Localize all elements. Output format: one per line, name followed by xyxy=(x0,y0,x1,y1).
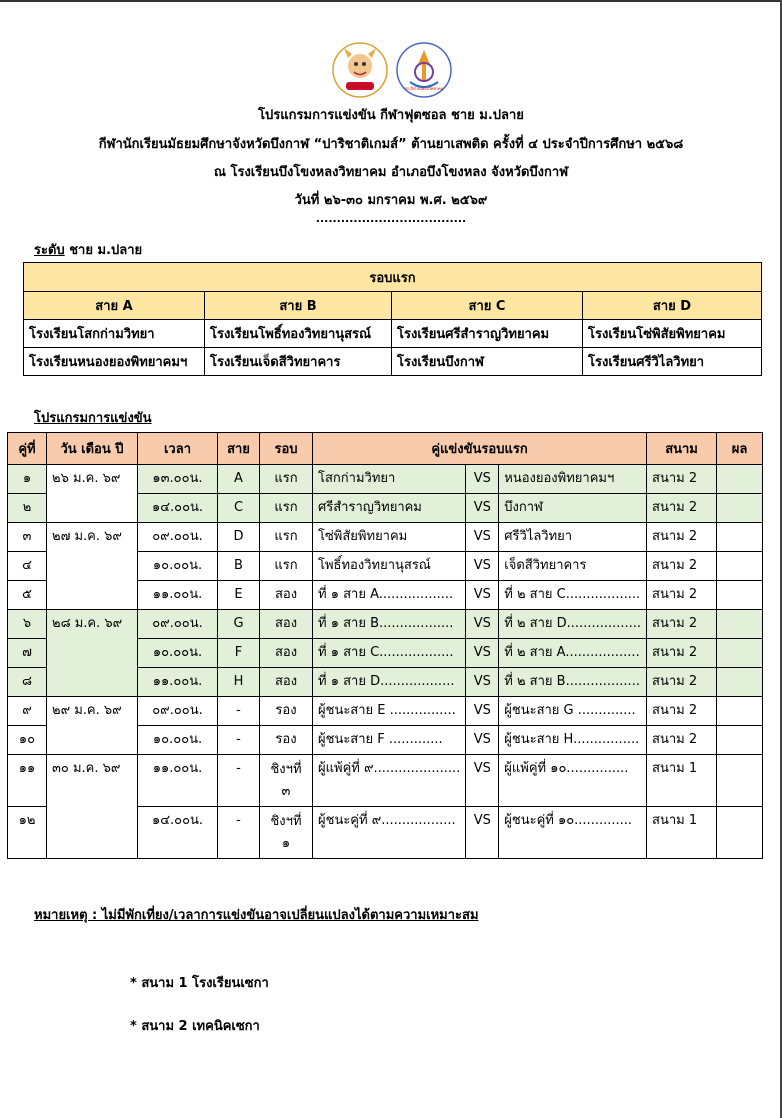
header-separator: .................................... xyxy=(315,212,467,225)
match-time: ๑๐.๐๐น. xyxy=(138,726,218,755)
match-field: สนาม 2 xyxy=(647,697,717,726)
match-no: ๗ xyxy=(8,639,47,668)
group-cell: โรงเรียนโซ่พิสัยพิทยาคม xyxy=(583,320,762,348)
col-match: คู่แข่งขันรอบแรก xyxy=(313,433,647,465)
match-result xyxy=(717,639,763,668)
logo1-text: ปาริชาติเกมส์ xyxy=(348,84,372,89)
school-seal-logo xyxy=(396,42,452,98)
match-result xyxy=(717,807,763,859)
group-cell: โรงเรียนบึงกาฬ xyxy=(392,348,583,376)
match-time: ๐๙.๐๐น. xyxy=(138,697,218,726)
vs-label: VS xyxy=(466,610,499,639)
match-time: ๑๓.๐๐น. xyxy=(138,465,218,494)
match-no: ๑ xyxy=(8,465,47,494)
team-1: โสกก่ามวิทยา xyxy=(313,465,466,494)
top-border xyxy=(0,0,782,2)
team-2: หนองยองพิทยาคมฯ xyxy=(499,465,647,494)
match-no: ๑๒ xyxy=(8,807,47,859)
vs-label: VS xyxy=(466,668,499,697)
match-round: สอง xyxy=(260,668,313,697)
team-2: เจ็ดสีวิทยาคาร xyxy=(499,552,647,581)
logos xyxy=(332,42,456,98)
match-field: สนาม 2 xyxy=(647,465,717,494)
match-group: C xyxy=(218,494,260,523)
group-cell: โรงเรียนเจ็ดสีวิทยาคาร xyxy=(205,348,392,376)
team-2: ผู้ชนะคู่ที่ ๑๐.............. xyxy=(499,807,647,859)
match-no: ๔ xyxy=(8,552,47,581)
match-result xyxy=(717,726,763,755)
col-field: สนาม xyxy=(647,433,717,465)
vs-label: VS xyxy=(466,807,499,859)
group-cell: โรงเรียนศรีสำราญวิทยาคม xyxy=(392,320,583,348)
match-round: รอง xyxy=(260,726,313,755)
vs-label: VS xyxy=(466,697,499,726)
match-no: ๓ xyxy=(8,523,47,552)
vs-label: VS xyxy=(466,726,499,755)
venue-2: * สนาม 2 เทคนิคเซกา xyxy=(130,1019,260,1034)
match-result xyxy=(717,465,763,494)
team-1: โซ่พิสัยพิทยาคม xyxy=(313,523,466,552)
col-group: สาย xyxy=(218,433,260,465)
team-2: ที่ ๒ สาย A.................. xyxy=(499,639,647,668)
match-field: สนาม 2 xyxy=(647,726,717,755)
match-time: ๑๐.๐๐น. xyxy=(138,639,218,668)
match-time: ๑๑.๐๐น. xyxy=(138,668,218,697)
match-group: D xyxy=(218,523,260,552)
group-cell: โรงเรียนศรีวิไลวิทยา xyxy=(583,348,762,376)
match-round: สอง xyxy=(260,581,313,610)
match-group: B xyxy=(218,552,260,581)
vs-label: VS xyxy=(466,523,499,552)
group-cell: โรงเรียนโพธิ์ทองวิทยานุสรณ์ xyxy=(205,320,392,348)
group-row xyxy=(24,348,762,376)
match-field: สนาม 2 xyxy=(647,581,717,610)
team-2: ศรีวิไลวิทยา xyxy=(499,523,647,552)
match-result xyxy=(717,523,763,552)
match-result xyxy=(717,668,763,697)
match-date: ๒๘ ม.ค. ๖๙ xyxy=(47,610,138,697)
team-1: ที่ ๑ สาย B.................. xyxy=(313,610,466,639)
round-title: รอบแรก xyxy=(24,263,762,292)
match-group: - xyxy=(218,807,260,859)
team-2: ผู้แพ้คู่ที่ ๑๐............... xyxy=(499,755,647,807)
schedule-title: โปรแกรมการแข่งขัน xyxy=(34,411,152,426)
team-1: ศรีสำราญวิทยาคม xyxy=(313,494,466,523)
team-1: ผู้ชนะคู่ที่ ๙.................. xyxy=(313,807,466,859)
vs-label: VS xyxy=(466,755,499,807)
match-field: สนาม 1 xyxy=(647,755,717,807)
match-no: ๑๑ xyxy=(8,755,47,807)
team-2: ผู้ชนะสาย H................ xyxy=(499,726,647,755)
match-round: ชิงฯที่ ๑ xyxy=(260,807,313,859)
level-line xyxy=(34,239,142,260)
group-cell: โรงเรียนหนองยองพิทยาคมฯ xyxy=(24,348,205,376)
schedule-table xyxy=(7,432,763,859)
match-result xyxy=(717,581,763,610)
match-time: ๑๑.๐๐น. xyxy=(138,755,218,807)
level-value: ชาย ม.ปลาย xyxy=(64,243,143,258)
match-result xyxy=(717,610,763,639)
match-round: แรก xyxy=(260,552,313,581)
match-time: ๐๙.๐๐น. xyxy=(138,523,218,552)
col-result: ผล xyxy=(717,433,763,465)
match-round: แรก xyxy=(260,523,313,552)
match-group: G xyxy=(218,610,260,639)
group-header-b: สาย B xyxy=(205,292,392,320)
event-location: ณ โรงเรียนบึงโขงหลงวิทยาคม อำเภอบึงโขงหลง จังหวัดบึงกาฬ xyxy=(213,165,569,180)
match-group: A xyxy=(218,465,260,494)
match-time: ๑๐.๐๐น. xyxy=(138,552,218,581)
match-round: สอง xyxy=(260,639,313,668)
team-1: โพธิ์ทองวิทยานุสรณ์ xyxy=(313,552,466,581)
col-date: วัน เดือน ปี xyxy=(47,433,138,465)
logo2-text: รร.บึงโขงหลงวิทยาคม xyxy=(404,86,444,91)
match-result xyxy=(717,494,763,523)
col-no: คู่ที่ xyxy=(8,433,47,465)
team-2: ที่ ๒ สาย C.................. xyxy=(499,581,647,610)
group-header-d: สาย D xyxy=(583,292,762,320)
match-round: สอง xyxy=(260,610,313,639)
col-time: เวลา xyxy=(138,433,218,465)
match-result xyxy=(717,552,763,581)
table-row xyxy=(8,523,763,552)
group-header-a: สาย A xyxy=(24,292,205,320)
match-group: F xyxy=(218,639,260,668)
match-field: สนาม 2 xyxy=(647,552,717,581)
team-2: ผู้ชนะสาย G .............. xyxy=(499,697,647,726)
match-field: สนาม 2 xyxy=(647,523,717,552)
match-group: - xyxy=(218,726,260,755)
team-1: ผู้ชนะสาย F ............. xyxy=(313,726,466,755)
table-row xyxy=(8,610,763,639)
table-row xyxy=(8,465,763,494)
match-group: E xyxy=(218,581,260,610)
group-cell: โรงเรียนโสกก่ามวิทยา xyxy=(24,320,205,348)
match-group: - xyxy=(218,697,260,726)
match-time: ๑๔.๐๐น. xyxy=(138,807,218,859)
team-1: ที่ ๑ สาย A.................. xyxy=(313,581,466,610)
team-1: ที่ ๑ สาย D.................. xyxy=(313,668,466,697)
match-group: - xyxy=(218,755,260,807)
match-round: รอง xyxy=(260,697,313,726)
table-row xyxy=(8,755,763,807)
match-field: สนาม 1 xyxy=(647,807,717,859)
team-2: บึงกาฬ xyxy=(499,494,647,523)
match-time: ๐๙.๐๐น. xyxy=(138,610,218,639)
page-title: โปรแกรมการแข่งขัน กีฬาฟุตซอล ชาย ม.ปลาย xyxy=(258,108,524,123)
vs-label: VS xyxy=(466,639,499,668)
match-group: H xyxy=(218,668,260,697)
match-no: ๖ xyxy=(8,610,47,639)
table-row xyxy=(8,697,763,726)
venue-1: * สนาม 1 โรงเรียนเซกา xyxy=(130,976,269,991)
team-2: ที่ ๒ สาย D.................. xyxy=(499,610,647,639)
match-round: แรก xyxy=(260,494,313,523)
match-date: ๓๐ ม.ค. ๖๙ xyxy=(47,755,138,859)
vs-label: VS xyxy=(466,581,499,610)
team-1: ผู้แพ้คู่ที่ ๙..................... xyxy=(313,755,466,807)
match-no: ๑๐ xyxy=(8,726,47,755)
match-field: สนาม 2 xyxy=(647,668,717,697)
match-no: ๙ xyxy=(8,697,47,726)
match-field: สนาม 2 xyxy=(647,610,717,639)
team-1: ผู้ชนะสาย E ................ xyxy=(313,697,466,726)
remark-note: หมายเหตุ : ไม่มีพักเที่ยง/เวลาการแข่งขันอาจเปลี่ยนแปลงได้ตามความเหมาะสม xyxy=(34,908,479,923)
group-header-c: สาย C xyxy=(392,292,583,320)
team-2: ที่ ๒ สาย B.................. xyxy=(499,668,647,697)
match-no: ๘ xyxy=(8,668,47,697)
vs-label: VS xyxy=(466,465,499,494)
col-round: รอบ xyxy=(260,433,313,465)
match-round: แรก xyxy=(260,465,313,494)
event-dates: วันที่ ๒๖-๓๐ มกราคม พ.ศ. ๒๕๖๙ xyxy=(294,193,488,208)
level-label: ระดับ xyxy=(34,243,65,258)
groups-table xyxy=(23,262,762,376)
match-no: ๕ xyxy=(8,581,47,610)
vs-label: VS xyxy=(466,552,499,581)
match-field: สนาม 2 xyxy=(647,639,717,668)
match-round: ชิงฯที่ ๓ xyxy=(260,755,313,807)
event-name: กีฬานักเรียนมัธยมศึกษาจังหวัดบึงกาฬ “ปาริชาติเกมส์” ต้านยาเสพติด ครั้งที่ ๔ ประจำปีการศึกษา ๒๕๖๘ xyxy=(98,137,684,152)
match-time: ๑๑.๐๐น. xyxy=(138,581,218,610)
match-result xyxy=(717,697,763,726)
match-time: ๑๔.๐๐น. xyxy=(138,494,218,523)
match-result xyxy=(717,755,763,807)
match-date: ๒๗ ม.ค. ๖๙ xyxy=(47,523,138,610)
match-no: ๒ xyxy=(8,494,47,523)
match-date: ๒๙ ม.ค. ๖๙ xyxy=(47,697,138,755)
schedule-header-row xyxy=(8,433,763,465)
vs-label: VS xyxy=(466,494,499,523)
group-row xyxy=(24,320,762,348)
match-date: ๒๖ ม.ค. ๖๙ xyxy=(47,465,138,523)
match-field: สนาม 2 xyxy=(647,494,717,523)
team-1: ที่ ๑ สาย C.................. xyxy=(313,639,466,668)
parichat-games-logo xyxy=(332,42,388,98)
